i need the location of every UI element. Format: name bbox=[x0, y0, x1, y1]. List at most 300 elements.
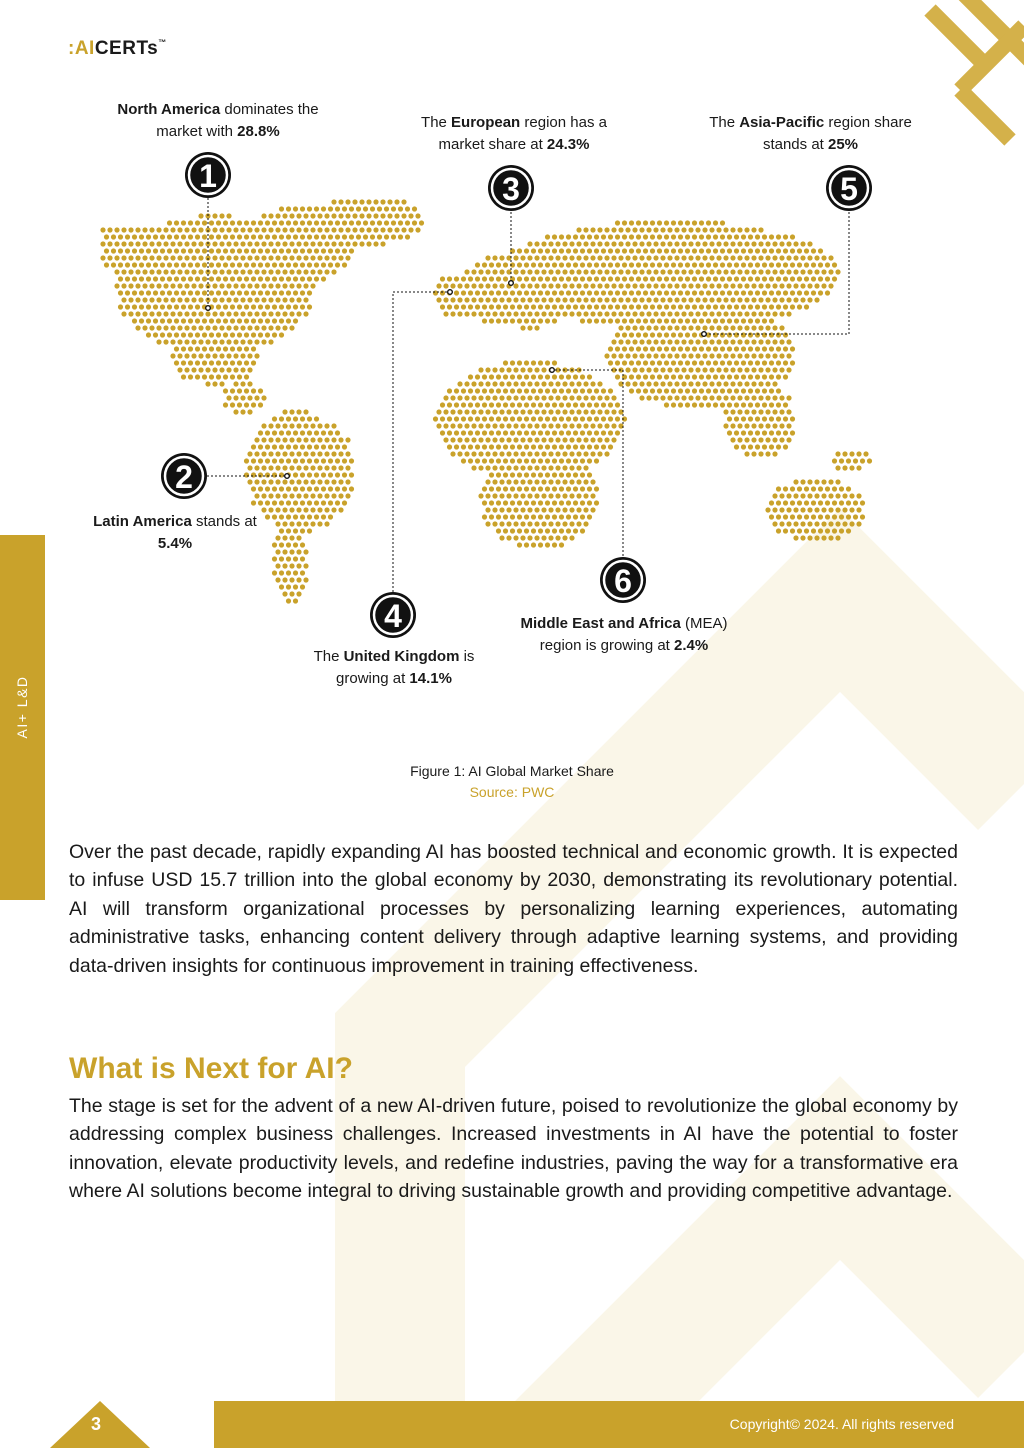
map-dot bbox=[762, 374, 767, 379]
map-dot bbox=[786, 297, 791, 302]
map-dot bbox=[293, 570, 298, 575]
map-dot bbox=[293, 584, 298, 589]
map-dot bbox=[513, 479, 518, 484]
map-dot bbox=[527, 381, 532, 386]
map-dot bbox=[170, 325, 175, 330]
map-dot bbox=[758, 325, 763, 330]
map-dot bbox=[163, 283, 168, 288]
map-dot bbox=[191, 241, 196, 246]
map-dot bbox=[489, 458, 494, 463]
map-dot bbox=[303, 269, 308, 274]
map-dot bbox=[664, 318, 669, 323]
map-dot bbox=[552, 318, 557, 323]
map-dot bbox=[583, 409, 588, 414]
map-dot bbox=[545, 458, 550, 463]
map-dot bbox=[555, 437, 560, 442]
map-dot bbox=[251, 402, 256, 407]
map-dot bbox=[783, 528, 788, 533]
map-dot bbox=[226, 367, 231, 372]
map-dot bbox=[496, 402, 501, 407]
map-dot bbox=[461, 290, 466, 295]
map-dot bbox=[643, 290, 648, 295]
map-dot bbox=[275, 507, 280, 512]
map-dot bbox=[499, 437, 504, 442]
map-dot bbox=[587, 486, 592, 491]
map-dot bbox=[608, 388, 613, 393]
map-dot bbox=[772, 395, 777, 400]
map-dot bbox=[783, 500, 788, 505]
map-dot bbox=[636, 388, 641, 393]
map-dot bbox=[569, 241, 574, 246]
map-dot bbox=[702, 353, 707, 358]
map-dot bbox=[499, 283, 504, 288]
map-dot bbox=[489, 444, 494, 449]
map-dot bbox=[195, 248, 200, 253]
map-dot bbox=[314, 514, 319, 519]
map-dot bbox=[478, 437, 483, 442]
map-dot bbox=[394, 227, 399, 232]
map-dot bbox=[709, 339, 714, 344]
map-dot bbox=[293, 528, 298, 533]
map-dot bbox=[604, 395, 609, 400]
map-dot bbox=[594, 430, 599, 435]
map-dot bbox=[751, 269, 756, 274]
map-dot bbox=[611, 409, 616, 414]
map-dot bbox=[685, 276, 690, 281]
map-dot bbox=[268, 283, 273, 288]
map-dot bbox=[762, 346, 767, 351]
map-dot bbox=[839, 500, 844, 505]
map-dot bbox=[695, 353, 700, 358]
map-dot bbox=[741, 262, 746, 267]
map-dot bbox=[237, 290, 242, 295]
map-dot bbox=[597, 423, 602, 428]
map-dot bbox=[538, 304, 543, 309]
map-dot bbox=[461, 402, 466, 407]
map-dot bbox=[702, 255, 707, 260]
map-dot bbox=[503, 528, 508, 533]
map-dot bbox=[730, 367, 735, 372]
map-dot bbox=[233, 255, 238, 260]
map-dot bbox=[618, 353, 623, 358]
map-dot bbox=[440, 416, 445, 421]
map-dot bbox=[251, 304, 256, 309]
map-dot bbox=[293, 444, 298, 449]
map-dot bbox=[730, 353, 735, 358]
map-dot bbox=[517, 458, 522, 463]
map-dot bbox=[538, 276, 543, 281]
map-dot bbox=[755, 402, 760, 407]
map-dot bbox=[653, 367, 658, 372]
map-dot bbox=[181, 332, 186, 337]
map-dot bbox=[496, 458, 501, 463]
map-dot bbox=[678, 290, 683, 295]
map-dot bbox=[219, 269, 224, 274]
map-dot bbox=[720, 276, 725, 281]
map-dot bbox=[587, 430, 592, 435]
map-dot bbox=[769, 346, 774, 351]
map-dot bbox=[793, 493, 798, 498]
map-dot bbox=[625, 255, 630, 260]
map-dot bbox=[279, 220, 284, 225]
map-dot bbox=[765, 451, 770, 456]
map-dot bbox=[555, 311, 560, 316]
map-dot bbox=[223, 262, 228, 267]
map-dot bbox=[807, 297, 812, 302]
map-dot bbox=[730, 339, 735, 344]
map-dot bbox=[475, 262, 480, 267]
map-dot bbox=[303, 297, 308, 302]
map-dot bbox=[772, 521, 777, 526]
map-dot bbox=[503, 514, 508, 519]
map-dot bbox=[699, 402, 704, 407]
map-dot bbox=[503, 262, 508, 267]
map-dot bbox=[506, 521, 511, 526]
badge-1-number: 1 bbox=[199, 158, 217, 194]
map-dot bbox=[657, 304, 662, 309]
map-dot bbox=[723, 227, 728, 232]
map-dot bbox=[125, 290, 130, 295]
map-dot bbox=[237, 248, 242, 253]
map-dot bbox=[230, 318, 235, 323]
map-dot bbox=[562, 423, 567, 428]
map-dot bbox=[590, 493, 595, 498]
map-dot bbox=[275, 241, 280, 246]
map-dot bbox=[702, 339, 707, 344]
map-dot bbox=[293, 206, 298, 211]
map-dot bbox=[783, 346, 788, 351]
map-dot bbox=[587, 276, 592, 281]
map-dot bbox=[618, 339, 623, 344]
map-dot bbox=[562, 507, 567, 512]
map-dot bbox=[286, 248, 291, 253]
map-dot bbox=[559, 542, 564, 547]
map-dot bbox=[153, 304, 158, 309]
map-dot bbox=[296, 535, 301, 540]
map-dot bbox=[132, 276, 137, 281]
map-dot bbox=[191, 283, 196, 288]
map-dot bbox=[587, 472, 592, 477]
map-dot bbox=[828, 479, 833, 484]
map-dot bbox=[468, 276, 473, 281]
map-dot bbox=[100, 227, 105, 232]
map-dot bbox=[489, 514, 494, 519]
map-dot bbox=[513, 395, 518, 400]
map-dot bbox=[195, 360, 200, 365]
map-dot bbox=[223, 304, 228, 309]
map-dot bbox=[793, 241, 798, 246]
map-dot bbox=[513, 409, 518, 414]
map-dot bbox=[377, 234, 382, 239]
map-dot bbox=[751, 241, 756, 246]
map-dot bbox=[233, 367, 238, 372]
map-dot bbox=[597, 255, 602, 260]
map-dot bbox=[611, 437, 616, 442]
map-dot bbox=[576, 465, 581, 470]
map-dot bbox=[786, 255, 791, 260]
map-dot bbox=[583, 269, 588, 274]
map-dot bbox=[573, 528, 578, 533]
map-dot bbox=[457, 311, 462, 316]
map-dot bbox=[636, 234, 641, 239]
map-dot bbox=[230, 360, 235, 365]
map-dot bbox=[524, 444, 529, 449]
map-dot bbox=[786, 493, 791, 498]
map-dot bbox=[317, 423, 322, 428]
map-dot bbox=[552, 234, 557, 239]
map-dot bbox=[174, 318, 179, 323]
map-dot bbox=[639, 353, 644, 358]
map-dot bbox=[492, 269, 497, 274]
map-dot bbox=[317, 437, 322, 442]
map-dot bbox=[191, 227, 196, 232]
map-dot bbox=[198, 213, 203, 218]
map-dot bbox=[240, 311, 245, 316]
map-dot bbox=[590, 311, 595, 316]
map-dot bbox=[226, 269, 231, 274]
map-dot bbox=[727, 248, 732, 253]
map-dot bbox=[800, 255, 805, 260]
map-dot bbox=[520, 381, 525, 386]
map-dot bbox=[300, 570, 305, 575]
map-dot bbox=[828, 255, 833, 260]
map-dot bbox=[321, 458, 326, 463]
map-dot bbox=[765, 297, 770, 302]
map-dot bbox=[636, 276, 641, 281]
map-dot bbox=[779, 297, 784, 302]
map-dot bbox=[604, 451, 609, 456]
map-dot bbox=[699, 290, 704, 295]
map-dot bbox=[643, 318, 648, 323]
map-dot bbox=[258, 304, 263, 309]
map-dot bbox=[615, 304, 620, 309]
map-dot bbox=[517, 318, 522, 323]
map-dot bbox=[835, 521, 840, 526]
map-dot bbox=[853, 458, 858, 463]
map-dot bbox=[758, 311, 763, 316]
map-dot bbox=[548, 255, 553, 260]
map-dot bbox=[247, 241, 252, 246]
map-dot bbox=[212, 269, 217, 274]
map-dot bbox=[723, 325, 728, 330]
map-dot bbox=[657, 318, 662, 323]
map-dot bbox=[804, 486, 809, 491]
map-dot bbox=[839, 514, 844, 519]
map-dot bbox=[762, 402, 767, 407]
map-dot bbox=[450, 409, 455, 414]
map-dot bbox=[300, 290, 305, 295]
map-dot bbox=[548, 465, 553, 470]
map-dot bbox=[520, 395, 525, 400]
map-dot bbox=[583, 479, 588, 484]
map-dot bbox=[765, 339, 770, 344]
map-dot bbox=[573, 458, 578, 463]
map-dot bbox=[545, 416, 550, 421]
map-dot bbox=[783, 276, 788, 281]
map-dot bbox=[555, 283, 560, 288]
map-dot bbox=[317, 521, 322, 526]
badge-5-number: 5 bbox=[840, 171, 858, 207]
map-dot bbox=[335, 444, 340, 449]
map-dot bbox=[520, 479, 525, 484]
map-dot bbox=[282, 311, 287, 316]
map-dot bbox=[615, 346, 620, 351]
map-dot bbox=[300, 542, 305, 547]
map-dot bbox=[751, 395, 756, 400]
map-dot bbox=[310, 521, 315, 526]
map-dot bbox=[783, 514, 788, 519]
map-dot bbox=[496, 472, 501, 477]
map-dot bbox=[706, 388, 711, 393]
map-dot bbox=[398, 234, 403, 239]
map-dot bbox=[643, 220, 648, 225]
map-dot bbox=[279, 290, 284, 295]
map-dot bbox=[405, 206, 410, 211]
map-dot bbox=[762, 444, 767, 449]
map-dot bbox=[776, 416, 781, 421]
map-dot bbox=[776, 234, 781, 239]
map-dot bbox=[261, 339, 266, 344]
map-dot bbox=[303, 227, 308, 232]
map-dot bbox=[783, 416, 788, 421]
map-dot bbox=[552, 374, 557, 379]
map-dot bbox=[349, 458, 354, 463]
map-dot bbox=[254, 465, 259, 470]
map-dot bbox=[650, 262, 655, 267]
map-dot bbox=[254, 353, 259, 358]
map-dot bbox=[702, 395, 707, 400]
map-dot bbox=[307, 500, 312, 505]
map-dot bbox=[163, 311, 168, 316]
map-dot bbox=[149, 311, 154, 316]
map-dot bbox=[779, 507, 784, 512]
map-dot bbox=[734, 444, 739, 449]
map-dot bbox=[657, 388, 662, 393]
map-dot bbox=[461, 304, 466, 309]
map-dot bbox=[576, 479, 581, 484]
map-dot bbox=[328, 206, 333, 211]
map-dot bbox=[730, 227, 735, 232]
map-dot bbox=[464, 311, 469, 316]
map-dot bbox=[510, 360, 515, 365]
map-dot bbox=[457, 437, 462, 442]
map-dot bbox=[174, 332, 179, 337]
map-dot bbox=[779, 521, 784, 526]
map-dot bbox=[779, 283, 784, 288]
map-dot bbox=[135, 227, 140, 232]
map-dot bbox=[499, 507, 504, 512]
map-dot bbox=[503, 402, 508, 407]
map-dot bbox=[772, 423, 777, 428]
map-dot bbox=[674, 353, 679, 358]
map-dot bbox=[181, 346, 186, 351]
map-dot bbox=[247, 311, 252, 316]
map-dot bbox=[671, 360, 676, 365]
map-dot bbox=[198, 241, 203, 246]
map-dot bbox=[244, 472, 249, 477]
map-dot bbox=[786, 507, 791, 512]
map-dot bbox=[552, 416, 557, 421]
map-dot bbox=[608, 416, 613, 421]
map-dot bbox=[499, 409, 504, 414]
map-dot bbox=[667, 241, 672, 246]
map-dot bbox=[790, 346, 795, 351]
map-dot bbox=[611, 227, 616, 232]
map-dot bbox=[503, 304, 508, 309]
map-dot bbox=[240, 283, 245, 288]
map-dot bbox=[202, 248, 207, 253]
map-dot bbox=[251, 444, 256, 449]
map-dot bbox=[807, 283, 812, 288]
map-dot bbox=[293, 304, 298, 309]
map-dot bbox=[510, 528, 515, 533]
map-dot bbox=[443, 423, 448, 428]
map-dot bbox=[401, 213, 406, 218]
map-dot bbox=[758, 297, 763, 302]
map-dot bbox=[191, 353, 196, 358]
map-dot bbox=[254, 451, 259, 456]
page-number: 3 bbox=[91, 1414, 102, 1434]
map-dot bbox=[720, 318, 725, 323]
map-dot bbox=[324, 521, 329, 526]
map-dot bbox=[216, 374, 221, 379]
map-dot bbox=[842, 507, 847, 512]
map-dot bbox=[202, 346, 207, 351]
map-dot bbox=[198, 339, 203, 344]
map-dot bbox=[751, 367, 756, 372]
map-dot bbox=[615, 248, 620, 253]
map-dot bbox=[391, 220, 396, 225]
map-dot bbox=[226, 297, 231, 302]
map-dot bbox=[517, 444, 522, 449]
map-dot bbox=[755, 346, 760, 351]
map-dot bbox=[191, 311, 196, 316]
map-dot bbox=[559, 290, 564, 295]
map-dot bbox=[471, 283, 476, 288]
map-dot bbox=[464, 283, 469, 288]
map-dot bbox=[146, 332, 151, 337]
map-dot bbox=[359, 213, 364, 218]
map-dot bbox=[734, 402, 739, 407]
map-dot bbox=[688, 339, 693, 344]
map-dot bbox=[569, 395, 574, 400]
map-dot bbox=[524, 276, 529, 281]
map-dot bbox=[177, 311, 182, 316]
map-dot bbox=[272, 416, 277, 421]
map-dot bbox=[275, 535, 280, 540]
map-dot bbox=[755, 430, 760, 435]
map-dot bbox=[639, 325, 644, 330]
map-dot bbox=[244, 332, 249, 337]
map-dot bbox=[489, 472, 494, 477]
map-dot bbox=[531, 248, 536, 253]
map-dot bbox=[265, 304, 270, 309]
map-dot bbox=[790, 430, 795, 435]
map-dot bbox=[366, 213, 371, 218]
map-dot bbox=[692, 262, 697, 267]
map-dot bbox=[678, 402, 683, 407]
figure-caption: Figure 1: AI Global Market Share bbox=[410, 763, 614, 779]
map-dot bbox=[440, 402, 445, 407]
map-dot bbox=[615, 416, 620, 421]
map-dot bbox=[727, 304, 732, 309]
map-dot bbox=[692, 276, 697, 281]
map-dot bbox=[825, 486, 830, 491]
map-dot bbox=[825, 276, 830, 281]
map-dot bbox=[478, 451, 483, 456]
map-dot bbox=[310, 507, 315, 512]
map-dot bbox=[832, 514, 837, 519]
